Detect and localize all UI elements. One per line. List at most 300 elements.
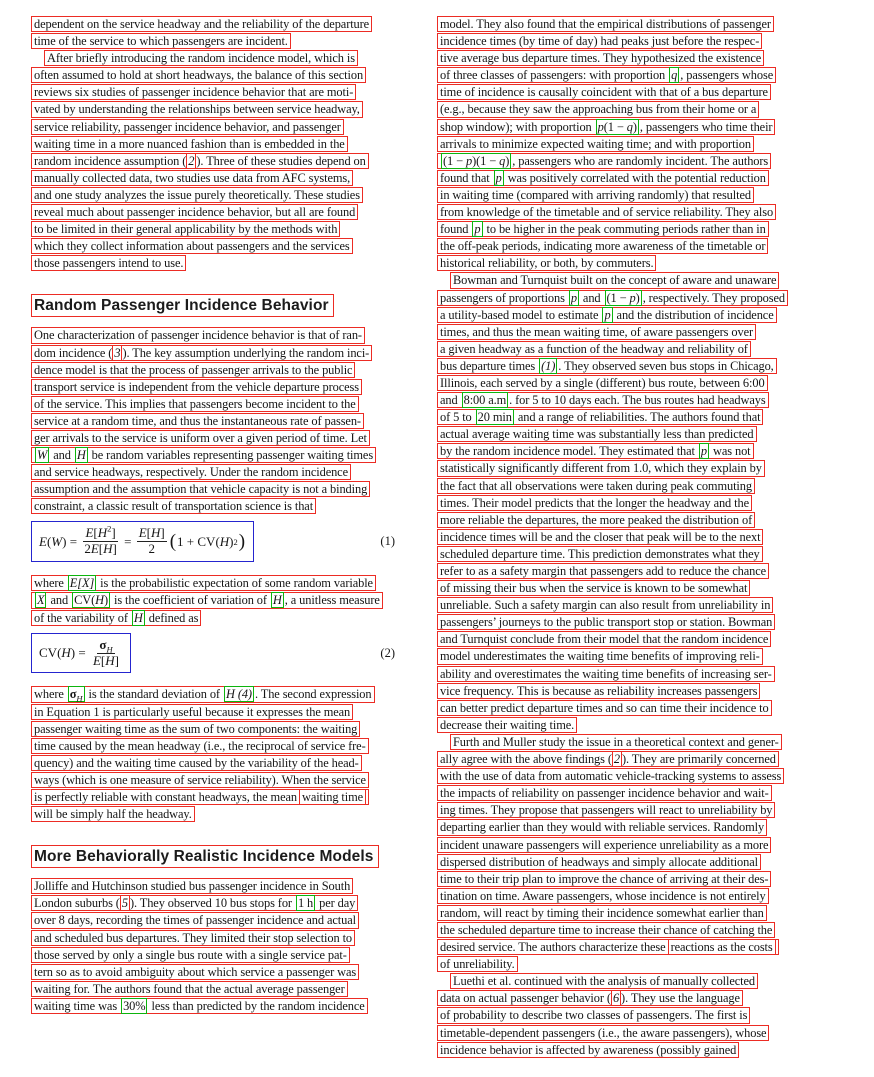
- token-box-green: p: [604, 307, 611, 322]
- ocr-line-box: [437, 426, 757, 442]
- text-segment: reviews six studies of passenger incidence behavior that are moti-: [34, 85, 354, 100]
- ocr-line-box: [31, 396, 359, 412]
- text-segment: q: [626, 119, 633, 134]
- equation-box: [31, 633, 131, 674]
- text-segment: actual average waiting time was substantially less than predicted: [440, 427, 754, 442]
- text-segment: a utility-based model to estimate: [440, 307, 602, 322]
- text-segment: , a unitless measure: [284, 593, 380, 608]
- ocr-line-box: [31, 610, 201, 626]
- ocr-line-box: [31, 878, 353, 894]
- text-segment: 2: [84, 541, 91, 557]
- text-segment: of probability to describe two classes of passengers. The first is: [440, 1008, 748, 1023]
- text-segment: After briefly introducing the random incidence model, which is: [47, 51, 355, 66]
- text-segment: vated by understanding the relationships between service headway,: [34, 102, 360, 117]
- text-segment: =: [120, 533, 135, 549]
- text-segment: random incidence assumption (: [34, 153, 187, 168]
- text-segment: and Turnquist conclude from their model that the random incidence: [440, 632, 769, 647]
- token-box-green: q: [671, 68, 678, 83]
- ocr-line-box: [44, 50, 358, 66]
- text-segment: Bowman and Turnquist built on the concept of aware and unaware: [453, 273, 777, 288]
- ocr-line-box: [437, 819, 767, 835]
- ocr-line-box: [437, 922, 775, 938]
- text-segment: waiting for. The authors found that the actual average passenger: [34, 981, 345, 996]
- text-segment: passengers of proportions: [440, 290, 568, 305]
- token-box-green: 20 min: [477, 410, 512, 425]
- text-segment: W: [51, 533, 63, 549]
- token-box-green: E[X]: [69, 576, 95, 591]
- ocr-line-box: [437, 460, 765, 476]
- ocr-line-box: [437, 307, 777, 323]
- text-segment: E: [92, 652, 101, 668]
- text-segment: departing earlier than they would with reliable services. Randomly: [440, 820, 765, 835]
- text-segment: constraint, a classic result of transportation science is that: [34, 499, 314, 514]
- ocr-line-box: [437, 16, 774, 32]
- ocr-line-box: [31, 119, 344, 135]
- text-segment: Luethi et al. continued with the analysis of manually collected: [453, 974, 755, 989]
- ocr-line-box: [31, 67, 366, 83]
- text-segment: ing times. They propose that passengers will react to unreliability by: [440, 803, 773, 818]
- text-segment: dependent on the service headway and the reliability of the departure: [34, 17, 370, 31]
- ocr-line-box: [31, 84, 356, 100]
- ocr-line-box: [437, 888, 769, 904]
- text-segment: time to their trip plan to improve the chance of arriving at their des-: [440, 871, 769, 886]
- text-segment: less than predicted by the random incidence: [148, 998, 365, 1013]
- text-segment: ). They observed 10 bus stops for: [129, 896, 295, 911]
- ocr-line-box: [31, 413, 364, 429]
- ocr-line-box: [437, 512, 755, 528]
- text-segment: [: [146, 525, 151, 541]
- ocr-line-box: [437, 358, 777, 374]
- text-segment: . for 5 to 10 days each. The bus routes had headways: [509, 393, 766, 408]
- ocr-line-box: [31, 379, 362, 395]
- ocr-line-box: [31, 686, 375, 702]
- fraction: [91, 638, 121, 669]
- ocr-line-box: [31, 204, 358, 220]
- ocr-line-box: [437, 751, 779, 767]
- ocr-line-box: [31, 755, 362, 771]
- token-box-green: (1): [541, 358, 556, 373]
- text-segment: p: [629, 290, 636, 305]
- text-segment: to be higher in the peak commuting periods rather than in: [483, 222, 766, 237]
- ocr-line-box: [31, 464, 351, 480]
- paragraph: [31, 50, 405, 271]
- text-segment: incident unaware passengers will experience unreliability as a more: [440, 837, 769, 852]
- text-segment: H: [150, 525, 161, 541]
- token-box-green: [68, 686, 85, 702]
- text-segment: , respectively. They proposed: [642, 290, 785, 305]
- token-box-green: 1 h: [297, 896, 314, 911]
- text-segment: E: [85, 525, 94, 541]
- text-segment: the scheduled departure time to increase their chance of catching the: [440, 922, 773, 937]
- text-segment: was positively correlated with the potential reduction: [504, 170, 766, 185]
- ocr-line-box: [31, 721, 360, 737]
- text-segment: σ: [69, 687, 77, 702]
- text-segment: per day: [316, 896, 356, 911]
- paragraph: [437, 272, 811, 733]
- text-segment: and scheduled bus departures. They limited their stop selection to: [34, 930, 353, 945]
- token-box-green: [72, 592, 110, 608]
- text-segment: and one study analyzes the issue purely theoretically. These studies: [34, 187, 360, 202]
- ocr-line-box: [437, 101, 759, 117]
- text-segment: of 5 to: [440, 410, 475, 425]
- section-heading: More Behaviorally Realistic Incidence Models: [31, 845, 379, 868]
- text-segment: times. Their model predicts that the longer the headway and the: [440, 495, 749, 510]
- text-segment: is perfectly reliable with constant headways, the mean: [34, 790, 297, 805]
- text-segment: in waiting time (compared with arriving randomly) that resulted: [440, 187, 751, 202]
- text-segment: with the use of data from automatic vehicle-tracking systems to assess: [440, 769, 782, 784]
- token-box-green: H: [272, 593, 282, 608]
- text-segment: is the standard deviation of: [85, 687, 223, 702]
- text-segment: [: [93, 525, 98, 541]
- ocr-line-box: [31, 772, 369, 788]
- text-segment: ): [229, 533, 234, 549]
- token-box-green: H: [76, 448, 86, 463]
- text-segment: ) =: [70, 645, 89, 661]
- ocr-line-box: [437, 50, 764, 66]
- ocr-line-box: [31, 498, 316, 514]
- text-segment: , passengers whose: [680, 68, 774, 83]
- ocr-line-box: [437, 939, 779, 955]
- ocr-line-box: [31, 704, 353, 720]
- ocr-line-box: [31, 575, 376, 591]
- text-segment: reveal much about passenger incidence behavior, but all are found: [34, 205, 356, 220]
- text-segment: is the probabilistic expectation of some random variable: [97, 576, 373, 591]
- text-segment: found: [440, 222, 472, 237]
- text-segment: where: [34, 576, 67, 591]
- text-segment: quency) and the waiting time caused by the variability of the head-: [34, 755, 359, 770]
- text-segment: ally agree with the above findings (: [440, 752, 612, 767]
- ocr-line-box: [31, 345, 372, 361]
- paragraph: [31, 878, 405, 1014]
- text-segment: 2: [107, 524, 112, 535]
- text-segment: vice frequency. This is because as reliability increases passengers: [440, 683, 758, 698]
- text-segment: and: [47, 593, 72, 608]
- token-box-green: 30%: [123, 998, 146, 1013]
- text-segment: service reliability, passenger incidence behavior, and passenger: [34, 119, 341, 134]
- ocr-line-box: [31, 221, 340, 237]
- text-segment: London suburbs (: [34, 896, 120, 911]
- ocr-line-box: [437, 580, 750, 596]
- text-segment: . They observed seven bus stops in Chicago,: [558, 358, 774, 373]
- text-segment: p: [466, 153, 473, 168]
- ocr-line-box: [437, 204, 776, 220]
- text-segment: time of incidence is causally coincident with that of a bus departure: [440, 85, 768, 100]
- ocr-line-box: [31, 136, 348, 152]
- text-segment: H: [105, 652, 115, 668]
- text-segment: shop window); with proportion: [440, 119, 595, 134]
- text-segment: ]: [114, 652, 119, 668]
- ocr-line-box: [31, 738, 369, 754]
- text-segment: Jolliffe and Hutchinson studied bus passenger incidence in South: [34, 879, 351, 894]
- text-segment: be random variables representing passenger waiting times: [88, 448, 374, 463]
- ocr-line-box: [31, 447, 376, 463]
- text-segment: defined as: [145, 610, 199, 625]
- text-segment: passenger waiting time as the sum of two components: the waiting: [34, 721, 358, 736]
- ocr-line-box: [450, 734, 782, 750]
- text-segment: of three classes of passengers: with proportion: [440, 68, 669, 83]
- text-segment: (1 −: [443, 153, 467, 168]
- equation-row: [31, 633, 405, 674]
- ocr-line-box: [437, 1007, 750, 1023]
- text-segment: tern so as to avoid ambiguity about which service a passenger was: [34, 964, 357, 979]
- text-segment: service at a random time, and thus the instantaneous rate of passen-: [34, 413, 361, 428]
- equation-number: (1): [380, 534, 395, 549]
- text-segment: ways (which is one measure of service reliability). When the service: [34, 772, 366, 787]
- text-segment: (e.g., because they saw the approaching bus from their home or a: [440, 102, 757, 117]
- text-segment: time of the service to which passengers are incident.: [34, 34, 288, 49]
- text-segment: of missing their bus when the service is known to be somewhat: [440, 581, 748, 596]
- citation-number-box: 2: [613, 752, 620, 767]
- text-segment: H: [76, 693, 83, 704]
- text-segment: ]: [112, 541, 117, 557]
- ocr-line-box: [437, 153, 771, 169]
- ocr-line-box: [437, 255, 656, 271]
- text-segment: (: [46, 533, 52, 549]
- text-segment: the impacts of reliability on passenger incidence behavior and wait-: [440, 786, 769, 801]
- text-segment: and: [440, 393, 461, 408]
- text-segment: , passengers who time their: [639, 119, 773, 134]
- text-segment: One characterization of passenger incidence behavior is that of ran-: [34, 328, 362, 343]
- token-box-green: p: [495, 170, 502, 185]
- equation-box: E ( W ) = $\frac{E[H^2]}{2E[H]}$ = $\frac{E[H]}{2}$ ( 1 + CV ( H ) 2 ): [31, 521, 254, 562]
- text-segment: ). They are primarily concerned: [622, 752, 776, 767]
- text-segment: random, will react by timing their incidence somewhat earlier than: [440, 905, 764, 920]
- text-segment: to be limited in their general applicability by the methods with: [34, 222, 338, 237]
- ocr-line-box: [437, 837, 771, 853]
- ocr-line-box: [437, 443, 754, 459]
- text-segment: dom incidence (: [34, 345, 113, 360]
- ocr-line-box: [437, 700, 772, 716]
- ocr-line-box: [31, 930, 355, 946]
- text-segment: 2: [148, 541, 155, 557]
- ocr-line-box: [31, 430, 370, 446]
- ocr-line-box: [437, 614, 775, 630]
- text-segment: decrease their waiting time.: [440, 717, 575, 732]
- ocr-line-box: [437, 717, 577, 733]
- ocr-line-box: [437, 84, 771, 100]
- equation-number: (2): [380, 645, 395, 660]
- text-segment: (: [57, 645, 62, 661]
- text-segment: unreliable. Such a safety margin can also result from unreliability in: [440, 598, 771, 613]
- text-segment: and: [579, 290, 604, 305]
- ocr-line-box: [31, 947, 350, 963]
- text-segment: tive average bus departure times. They hypothesized the existence: [440, 51, 762, 66]
- citation-number-box: 5: [121, 896, 128, 911]
- text-segment: 1 + CV: [177, 533, 216, 549]
- text-segment: waiting time was: [34, 998, 121, 1013]
- ocr-line-box: [437, 648, 763, 664]
- text-segment: in Equation 1 is particularly useful because it expresses the mean: [34, 704, 351, 719]
- ocr-line-box: [31, 153, 369, 169]
- ocr-line-box: [31, 895, 358, 911]
- ocr-line-box: [437, 221, 769, 237]
- text-segment: data on actual passenger behavior (: [440, 991, 611, 1006]
- ocr-line-box: [31, 789, 369, 805]
- text-segment: where: [34, 687, 67, 702]
- heading-block: [31, 294, 405, 317]
- fraction: [82, 526, 119, 557]
- ocr-line-box: [437, 802, 775, 818]
- section-heading: Random Passenger Incidence Behavior: [31, 294, 334, 317]
- ocr-line-box: [437, 597, 773, 613]
- text-segment: ]: [160, 525, 165, 541]
- text-segment: dispersed distribution of headways and simply allocate additional: [440, 854, 758, 869]
- citation-number-box: 2: [188, 153, 195, 168]
- text-segment: E: [138, 525, 147, 541]
- text-segment: σ: [99, 636, 107, 652]
- text-segment: passengers’ journeys to the public transport stop or station. Bowman: [440, 615, 773, 630]
- text-segment: [: [98, 541, 104, 557]
- paragraph: [31, 16, 405, 49]
- ocr-line-box: [450, 973, 758, 989]
- text-segment: and the distribution of incidence: [613, 307, 774, 322]
- equation-row: [31, 521, 405, 562]
- text-segment: p: [597, 119, 604, 134]
- text-segment: those passengers intend to use.: [34, 256, 184, 271]
- ocr-line-box: [437, 290, 788, 306]
- ocr-line-box: [31, 187, 363, 203]
- text-segment: is the coefficient of variation of: [111, 593, 270, 608]
- ocr-line-box: [437, 67, 776, 83]
- ocr-line-box: [31, 16, 372, 32]
- text-segment: and service headways, respectively. Under the random incidence: [34, 465, 348, 480]
- ocr-line-box: [437, 683, 760, 699]
- text-segment: [: [100, 652, 106, 668]
- token-box-green: H (4): [225, 687, 252, 702]
- text-segment: q: [499, 153, 506, 168]
- text-segment: by the random incidence model. They estimated that: [440, 444, 698, 459]
- token-box-green: p: [700, 444, 708, 459]
- text-segment: found that: [440, 170, 493, 185]
- text-segment: model underestimates the waiting time benefits of improving reli-: [440, 649, 760, 664]
- ocr-line-box: [437, 238, 768, 254]
- text-segment: ). Three of these studies depend on: [196, 153, 366, 168]
- text-segment: Furth and Muller study the issue in a theoretical context and gener-: [453, 734, 779, 749]
- text-segment: scheduled departure time. This prediction demonstrates what they: [440, 546, 760, 561]
- text-segment: of the variability of: [34, 610, 131, 625]
- text-segment: H: [103, 541, 113, 557]
- token-box-green: [596, 119, 639, 135]
- text-segment: statistically significantly different from 1.0, which they explain by: [440, 461, 762, 476]
- text-segment: H: [61, 645, 71, 661]
- text-segment: the off-peak periods, indicating more awareness of the timetable or: [440, 239, 766, 254]
- token-box-green: p: [474, 222, 481, 237]
- ocr-line-box: [31, 101, 363, 117]
- ocr-line-box: [437, 136, 754, 152]
- text-segment: tination on time. Aware passengers, whose incidence is not entirely: [440, 888, 766, 903]
- ocr-line-box: [31, 238, 353, 254]
- text-segment: the fact that all observations were taken during peak commuting: [440, 478, 752, 493]
- heading-block: [31, 845, 405, 868]
- ocr-line-box: [31, 998, 368, 1014]
- ocr-line-box: [437, 1042, 739, 1058]
- text-segment: those served by only a single bus route with a single service pat-: [34, 947, 347, 962]
- text-segment: incidence behavior is affected by awareness (possibly gained: [440, 1042, 737, 1057]
- ocr-line-box: [31, 255, 186, 271]
- text-segment: incidence times (by time of day) had peaks just before the respec-: [440, 34, 760, 49]
- ocr-line-box: [31, 362, 355, 378]
- ocr-line-box: [437, 119, 775, 135]
- ocr-line-box: [31, 981, 348, 997]
- text-segment: from knowledge of the timetable and of service reliability. They also: [440, 205, 774, 220]
- ocr-line-box: [437, 1025, 769, 1041]
- token-box-red: waiting time: [299, 789, 366, 805]
- text-segment: historical reliability, or both, by commuters.: [440, 256, 654, 271]
- text-segment: ). They use the language: [621, 991, 740, 1006]
- ocr-line-box: [437, 409, 763, 425]
- ocr-line-box: [437, 871, 771, 887]
- ocr-line-box: [437, 187, 754, 203]
- text-segment: a given headway as a function of the headway and reliability of: [440, 341, 748, 356]
- ocr-line-box: [31, 170, 353, 186]
- text-segment: Illinois, each served by a single (different) bus route, between 6:00: [440, 375, 765, 390]
- text-segment: CV(: [74, 593, 96, 608]
- text-segment: ): [632, 119, 637, 134]
- ocr-line-box: [437, 375, 768, 391]
- text-segment: ): [238, 531, 246, 553]
- paragraph: [31, 327, 405, 514]
- paragraph: [437, 16, 811, 271]
- text-segment: ]: [111, 525, 116, 541]
- text-segment: will be simply half the headway.: [34, 807, 192, 822]
- text-segment: CV: [39, 645, 58, 661]
- text-segment: transport service is independent from the vehicle departure process: [34, 379, 359, 394]
- text-segment: refer to as a safety margin that passengers add to reduce the chance: [440, 564, 766, 578]
- ocr-line-box: [437, 631, 771, 647]
- text-segment: ): [635, 290, 640, 305]
- paragraph: [437, 734, 811, 972]
- text-segment: (: [169, 531, 177, 553]
- ocr-line-box: [31, 912, 359, 928]
- text-segment: and a range of reliabilities. The authors found that: [514, 410, 761, 425]
- text-segment: can better predict departure times and so can time their incidence to: [440, 700, 769, 715]
- ocr-line-box: [437, 392, 769, 408]
- text-segment: of unreliability.: [440, 957, 515, 972]
- text-segment: model. They also found that the empirical distributions of passenger: [440, 17, 771, 31]
- text-segment: H: [95, 593, 104, 608]
- citation-number-box: 6: [612, 991, 620, 1006]
- text-segment: H: [97, 525, 108, 541]
- text-segment: manually collected data, two studies use data from AFC systems,: [34, 170, 351, 185]
- text-segment: (1 −: [603, 119, 627, 134]
- text-segment: waiting time in a more nuanced fashion than is embedded in the: [34, 136, 345, 151]
- paragraph: [31, 686, 405, 822]
- token-box-green: [441, 153, 511, 169]
- text-segment: ): [505, 153, 510, 168]
- text-segment: time caused by the mean headway (i.e., the reciprocal of service fre-: [34, 738, 366, 753]
- ocr-line-box: [437, 563, 769, 579]
- text-segment: assumption and the assumption that vehicle capacity is not a binding: [34, 482, 368, 497]
- text-segment: . The second expression: [254, 687, 372, 702]
- ocr-line-box: [437, 546, 763, 562]
- token-box-green: p: [570, 290, 577, 305]
- text-segment: arrivals to minimize expected waiting time; and with proportion: [440, 136, 751, 151]
- token-box-green: [605, 290, 642, 306]
- text-segment: desired service. The authors characterize these: [440, 940, 666, 955]
- ocr-line-box: [437, 666, 775, 682]
- text-segment: ). The key assumption underlying the random inci-: [122, 345, 370, 360]
- ocr-line-box: [437, 324, 756, 340]
- text-segment: (: [215, 533, 220, 549]
- ocr-line-box: [437, 854, 761, 870]
- ocr-line-box: [31, 806, 195, 822]
- text-segment: dence model is that the process of passenger arrivals to the public: [34, 362, 353, 377]
- token-box-green: 8:00 a.m: [463, 393, 507, 408]
- column-left: [31, 16, 405, 1077]
- text-segment: H: [106, 644, 113, 655]
- text-segment: )(1 −: [472, 153, 500, 168]
- paragraph: [437, 973, 811, 1057]
